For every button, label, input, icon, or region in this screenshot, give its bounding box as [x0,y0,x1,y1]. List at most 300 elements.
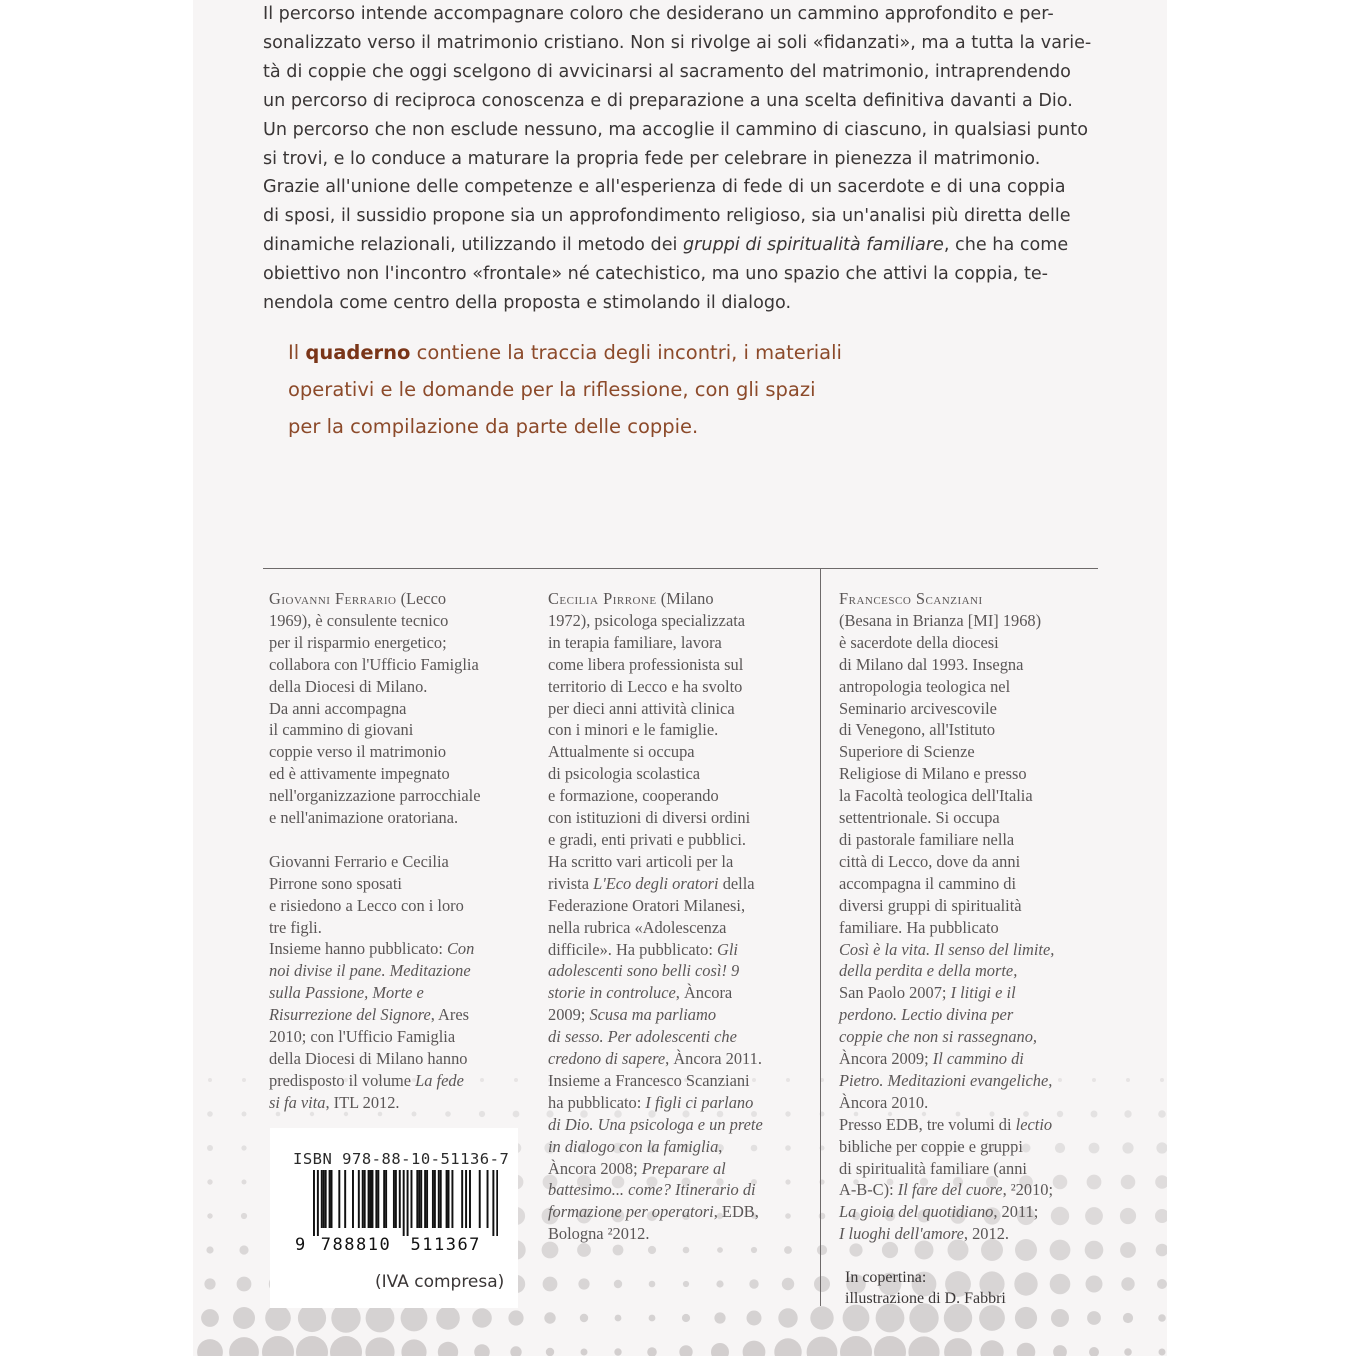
barcode-bar [362,1170,364,1228]
decorative-dot [649,1281,656,1288]
highlight-quote [288,334,928,445]
bio-span: , Àncora [675,983,733,1003]
decorative-dot [716,1280,723,1287]
decorative-dot [207,1145,213,1151]
bio-span: , [718,1136,723,1156]
bio-line [548,1114,806,1136]
bio-line [548,1158,806,1180]
author-bio-ferrario [269,588,529,1114]
bio-span: Insieme hanno pubblicato: [269,939,447,959]
barcode-bar [465,1170,467,1228]
barcode-digits: 9 [295,1235,307,1255]
decorative-dot [580,1314,588,1322]
barcode-bar [377,1170,379,1228]
bio-line: la Facoltà teologica dell'Italia [839,786,1033,806]
bio-line: di spiritualità familiare (anni [839,1158,1027,1178]
bio-line: accompagna il cammino di [839,873,1017,893]
decorative-dot [1124,1110,1131,1117]
bio-title: I litigi e il [950,983,1016,1003]
decorative-dot [908,1336,939,1356]
bio-title: credono di sapere [548,1049,666,1069]
decorative-dot [1156,1244,1167,1257]
barcode-bar [393,1170,395,1228]
bio-span: , ITL 2012. [325,1092,400,1112]
bio-line: è sacerdote della diocesi [839,632,999,652]
decorative-dot [717,1247,723,1253]
bio-line: antropologia teologica nel [839,676,1011,696]
intro-line: nendola come centro della proposta e stimolando il dialogo. [263,293,792,314]
decorative-dot [1120,1242,1136,1258]
decorative-dot [401,1305,428,1332]
intro-italic-span: gruppi di spiritualità familiare [683,235,944,256]
cover-credit [845,1267,1006,1309]
bio-line: di pastorale familiare nella [839,829,1015,849]
bio-line [839,1004,1099,1026]
decorative-dot [874,1336,906,1356]
decorative-dot [840,1336,872,1356]
decorative-dot [683,1247,690,1254]
bio-line [269,1070,529,1092]
bio-line [839,1114,1099,1136]
intro-line: Il percorso intende accompagnare coloro che desiderano un cammino approfondito e per- [263,4,1054,24]
bio-title: Pietro. Meditazioni evangeliche, [839,1070,1053,1090]
divider-vertical [820,568,821,1306]
decorative-dot [1123,1313,1133,1323]
bio-span: ha pubblicato: [548,1092,646,1112]
barcode-bar [383,1170,385,1228]
decorative-dot [510,1346,521,1356]
barcode-bar [426,1170,428,1228]
author-name: Francesco Scanziani [839,589,983,608]
decorative-dot [1121,1175,1136,1190]
decorative-dot [849,1243,862,1256]
decorative-dot [474,1344,490,1356]
decorative-dot [679,1345,692,1356]
barcode-bar [399,1170,401,1228]
decorative-dot [1122,1142,1133,1153]
bio-line [839,1048,1099,1070]
decorative-dot [810,1306,833,1329]
bio-title: adolescenti sono belli così! 9 [548,961,740,981]
decorative-dot [546,1348,554,1356]
bio-title: Scusa ma parliamo [589,1005,717,1025]
bio-line: 1969), è consulente tecnico [269,610,449,630]
bio-title: di Dio. Una psicologa e un prete [548,1114,763,1134]
decorative-dot [201,1309,219,1327]
barcode-bar [432,1170,434,1228]
decorative-dot [814,1276,830,1292]
bio-span: 2009; [548,1005,590,1025]
bio-line [839,1026,1099,1048]
bio-line [548,1048,806,1070]
intro-line: obiettivo non l'incontro «frontale» né catechistico, ma uno spazio che attivi la coppia, te- [263,264,1049,285]
barcode-bar [321,1170,323,1228]
decorative-dot [233,1307,255,1329]
decorative-dot [714,1312,725,1323]
bio-line [269,588,529,610]
decorative-dot [242,1078,246,1082]
bio-line [839,1179,1099,1201]
bio-title: coppie che non si rassegnano, [839,1027,1038,1047]
intro-line [263,231,1093,260]
price-note: (IVA compresa) [375,1272,505,1292]
decorative-dot [614,1348,621,1355]
decorative-dot [1159,1349,1166,1356]
barcode-bar [461,1170,463,1228]
bio-line [839,1201,1099,1223]
decorative-dot [649,1315,656,1322]
decorative-dot [1156,1142,1167,1153]
bio-span: , ²2010; [1002,1180,1054,1200]
barcode-bar [325,1170,327,1228]
bio-title: battesimo... come? Itinerario di [548,1180,756,1200]
barcode-bar [492,1170,494,1236]
bio-title: formazione per operatori [548,1202,714,1222]
decorative-dot [1014,1272,1037,1295]
decorative-dot [1158,1110,1166,1118]
decorative-dot [241,1213,247,1219]
barcode-bar [395,1170,397,1228]
decorative-dot [1121,1277,1134,1290]
bio-line: Attualmente si occupa [548,742,695,762]
bio-line [548,1136,806,1158]
decorative-dot [944,1338,972,1356]
decorative-dot [1120,1208,1136,1224]
bio-title: di sesso. Per adolescenti che [548,1027,737,1047]
bio-line: nella rubrica «Adolescenza [548,917,727,937]
intro-text-span: , che ha come [943,235,1069,256]
barcode-bar [370,1170,372,1228]
bio-line [548,588,806,610]
bio-line: Pirrone sono sposati [269,873,402,893]
barcode-bar [403,1170,405,1236]
bio-line: bibliche per coppie e gruppi [839,1136,1023,1156]
barcode-bar [368,1170,370,1228]
decorative-dot [229,1337,259,1356]
bio-line: della Diocesi di Milano hanno [269,1049,468,1069]
barcode-bar [313,1170,315,1236]
decorative-dot [774,1338,801,1356]
intro-line: si trovi, e lo conduce a maturare la propria fede per celebrare in pienezza il matrimonio. [263,148,1041,169]
barcode-bar [317,1170,319,1236]
barcode-bar [496,1170,498,1236]
bio-line [548,1092,806,1114]
bio-title: Il fare del cuore [897,1180,1003,1200]
bio-line [839,588,1099,610]
barcode-bar [372,1170,374,1228]
bio-line [548,873,806,895]
intro-line: tà di coppie che oggi scelgono di avvicinarsi al sacramento del matrimonio, intraprendendo [263,61,1071,82]
barcode-bar [420,1170,422,1228]
bio-title: noi divise il pane. Meditazione [269,961,471,981]
decorative-dot [1155,1209,1167,1223]
bio-title: Gli [717,939,738,959]
bio-title: della perdita e della morte, [839,961,1018,981]
bio-line: Bologna ²2012. [548,1224,650,1244]
bio-line: familiare. Ha pubblicato [839,917,999,937]
bio-line: e formazione, cooperando [548,786,719,806]
barcode-digits: 511367 [410,1235,481,1255]
decorative-dot [751,1247,757,1253]
bio-span: Àncora 2009; [839,1049,933,1069]
intro-line: Un percorso che non esclude nessuno, ma accoglie il cammino di ciascuno, in qualsiasi punto [263,119,1088,140]
bio-title: I luoghi dell'amore [839,1224,964,1244]
barcode-bar [469,1170,471,1228]
quote-span: Il [288,341,306,364]
bio-line: Giovanni Ferrario e Cecilia [269,851,449,871]
bio-line: Religiose di Milano e presso [839,764,1027,784]
bio-line: di Milano dal 1993. Insegna [839,654,1024,674]
bio-span: difficile». Ha pubblicato: [548,939,718,959]
barcode-bar [424,1170,426,1228]
decorative-dot [1160,1078,1164,1082]
bio-line: Da anni accompagna [269,698,407,718]
author-name: Cecilia Pirrone [548,589,657,608]
back-cover [193,0,1167,1356]
bio-line: con i minori e le famiglie. [548,720,719,740]
barcode-bar [451,1170,453,1228]
author-bio-pirrone [548,588,806,1245]
bio-line: 1972), psicologa specializzata [548,610,746,630]
bio-line [548,1179,806,1201]
credit-line: illustrazione di D. Fabbri [845,1290,1006,1307]
decorative-dot [508,1310,523,1325]
barcode-bar [338,1170,340,1228]
bio-span: (Milano [656,589,714,608]
decorative-dot [472,1308,492,1328]
bio-title: La gioia del quotidiano [839,1202,994,1222]
bio-line [548,1201,806,1223]
bio-line: e gradi, enti privati e pubblici. [548,829,746,849]
bio-line [548,960,806,982]
bio-line: della Diocesi di Milano. [269,676,428,696]
decorative-dot [743,1341,766,1356]
decorative-dot [648,1246,656,1254]
intro-text [263,0,1093,318]
bio-line: e risiedono a Lecco con i loro [269,895,464,915]
barcode-bar [407,1170,409,1236]
decorative-dot [1015,1307,1037,1329]
quote-bold: quaderno [305,341,411,364]
bio-title: Con [446,939,475,959]
barcode-bar [479,1170,481,1228]
bio-line [839,939,1099,961]
bio-line: settentrionale. Si occupa [839,808,1000,828]
bio-line: e nell'animazione oratoriana. [269,808,459,828]
bio-line [839,960,1099,982]
author-name: Giovanni Ferrario [269,589,397,608]
decorative-dot [365,1337,394,1356]
isbn-label: ISBN 978-88-10-51136-7 [293,1150,510,1168]
decorative-dot [817,1245,827,1255]
bio-line: con istituzioni di diversi ordini [548,808,751,828]
bio-line: Seminario arcivescovile [839,698,997,718]
decorative-dot [683,1281,689,1287]
bio-line: Àncora 2010. [839,1092,929,1112]
decorative-dot [1158,1314,1166,1322]
decorative-dot [265,1305,291,1331]
decorative-dot [711,1343,729,1356]
decorative-dot [436,1306,460,1330]
barcode-bar [358,1170,360,1228]
decorative-dot [438,1342,458,1356]
bio-line: per il risparmio energetico; [269,632,447,652]
bio-span: , Àncora 2011. [665,1049,762,1069]
decorative-dot [206,1246,213,1253]
bio-line: Ha scritto vari articoli per la [548,851,734,871]
decorative-dot [1086,1276,1103,1293]
decorative-dot [581,1349,588,1356]
bio-span: predisposto il volume [269,1070,416,1090]
decorative-dot [208,1078,212,1082]
bio-line: coppie verso il matrimonio [269,742,447,762]
barcode-bar [385,1170,387,1228]
decorative-dot [296,1336,328,1356]
bio-line: per dieci anni attività clinica [548,698,735,718]
quote-span: contiene la traccia degli incontri, i materiali [410,341,842,364]
bio-line: territorio di Lecco e ha svolto [548,676,743,696]
bio-title: Risurrezione del Signore [269,1005,431,1025]
bio-span: , 2012. [963,1224,1009,1244]
bio-line: come libera professionista sul [548,654,744,674]
bio-line: Superiore di Scienze [839,742,975,762]
barcode-bar [446,1170,448,1228]
decorative-dot [613,1245,624,1256]
bio-line: di psicologia scolastica [548,764,701,784]
decorative-dot [241,1145,246,1150]
decorative-dot [784,1246,792,1254]
decorative-dot [778,1308,797,1327]
barcode-bar [418,1170,420,1228]
decorative-dot [1053,1345,1067,1356]
decorative-dot [207,1179,212,1184]
decorative-dot [807,1337,838,1356]
decorative-dot [615,1315,622,1322]
bio-line: Insieme a Francesco Scanziani [548,1070,750,1090]
bio-title: I figli ci parlano [645,1092,754,1112]
bio-title: in dialogo con la famiglia [548,1136,719,1156]
bio-span: , 2011; [993,1202,1039,1222]
barcode-bar [375,1170,377,1228]
bio-line: tre figli. [269,917,322,937]
intro-line: di sposi, il sussidio propone sia un approfondimento religioso, sia un'analisi più diretta delle [263,206,1071,227]
bio-line [269,1092,529,1114]
bio-title: Il cammino di [932,1049,1024,1069]
decorative-dot [682,1314,690,1322]
bio-line: (Besana in Brianza [MI] 1968) [839,610,1042,630]
bio-line: nell'organizzazione parrocchiale [269,786,481,806]
decorative-dot [1051,1309,1069,1327]
decorative-dot [543,1277,558,1292]
decorative-dot [1050,1274,1071,1295]
barcode-digits: 788810 [320,1235,392,1255]
decorative-dot [237,1277,252,1292]
decorative-dot [262,1336,294,1356]
decorative-dot [1017,1343,1036,1356]
decorative-dot [239,1245,248,1254]
intro-text-span: dinamiche relazionali, utilizzando il metodo dei [263,235,684,256]
barcode-bar [331,1170,333,1228]
quote-line: per la compilazione da parte delle coppie. [288,415,699,438]
intro-line: sonalizzato verso il matrimonio cristiano. Non si rivolge ai soli «fidanzati», ma a tutta la varie- [263,32,1092,53]
decorative-dot [207,1213,212,1218]
barcode-bar [448,1170,450,1228]
bio-span: , EDB, [713,1202,759,1222]
barcode-bar [329,1170,331,1228]
bio-line: città di Lecco, dove da anni [839,851,1021,871]
bio-line: collabora con l'Ufficio Famiglia [269,654,479,674]
quote-line [288,334,928,371]
decorative-dot [330,1336,362,1356]
bio-line: in terapia familiare, lavora [548,632,722,652]
barcode-bar [416,1170,418,1228]
bio-title: Preparare al [641,1158,726,1178]
bio-span: Presso EDB, tre volumi di [839,1114,1016,1134]
decorative-dot [401,1339,426,1356]
barcode-bar [438,1170,440,1228]
bio-line [269,982,529,1004]
bio-line: Federazione Oratori Milanesi, [548,895,746,915]
quote-line: operativi e le domande per la riflessione, con gli spazi [288,378,816,401]
decorative-dot [197,1339,223,1356]
decorative-dot [747,1311,762,1326]
bio-span: , Ares [430,1005,470,1025]
bio-line [269,960,529,982]
bio-span: Àncora 2008; [548,1158,642,1178]
decorative-dot [1126,1078,1130,1082]
author-bio-scanziani [839,588,1099,1245]
bio-span: A-B-C): [839,1180,898,1200]
bio-span: (Lecco [396,589,447,608]
decorative-dot [207,1111,213,1117]
decorative-dot [1124,1348,1132,1356]
decorative-dot [1089,1347,1099,1356]
decorative-dot [544,1312,555,1323]
bio-line: diversi gruppi di spiritualità [839,895,1022,915]
decorative-dot [242,1180,247,1185]
bio-line [839,1223,1099,1245]
barcode-icon [293,1170,498,1268]
barcode-bar [323,1170,325,1228]
intro-line: un percorso di reciproca conoscenza e di preparazione a una scelta definitiva davanti a Dio. [263,90,1073,111]
bio-span: rivista [548,873,594,893]
barcode-bar [411,1170,413,1228]
bio-title: Così è la vita. Il senso del limite, [839,939,1055,959]
decorative-dot [298,1304,326,1332]
barcode-bar [352,1170,354,1228]
bio-line [839,982,1099,1004]
decorative-dot [578,1278,589,1289]
bio-title: storie in controluce [548,983,676,1003]
decorative-dot [1087,1311,1101,1325]
barcode-bar [344,1170,346,1228]
decorative-dot [647,1347,657,1356]
barcode-bar [364,1170,366,1228]
decorative-dot [204,1278,215,1289]
bio-span: della [718,873,755,893]
bio-line [269,938,529,960]
bio-title: L'Eco degli oratori [593,873,719,893]
credit-line: In copertina: [845,1269,927,1286]
bio-line: ed è attivamente impegnato [269,764,450,784]
bio-line: il cammino di giovani [269,720,414,740]
decorative-dot [614,1280,622,1288]
bio-title: perdono. Lectio divina per [839,1005,1014,1025]
bio-line [269,1004,529,1026]
bio-line [548,1004,806,1026]
decorative-dot [980,1340,1003,1356]
bio-line: 2010; con l'Ufficio Famiglia [269,1027,456,1047]
